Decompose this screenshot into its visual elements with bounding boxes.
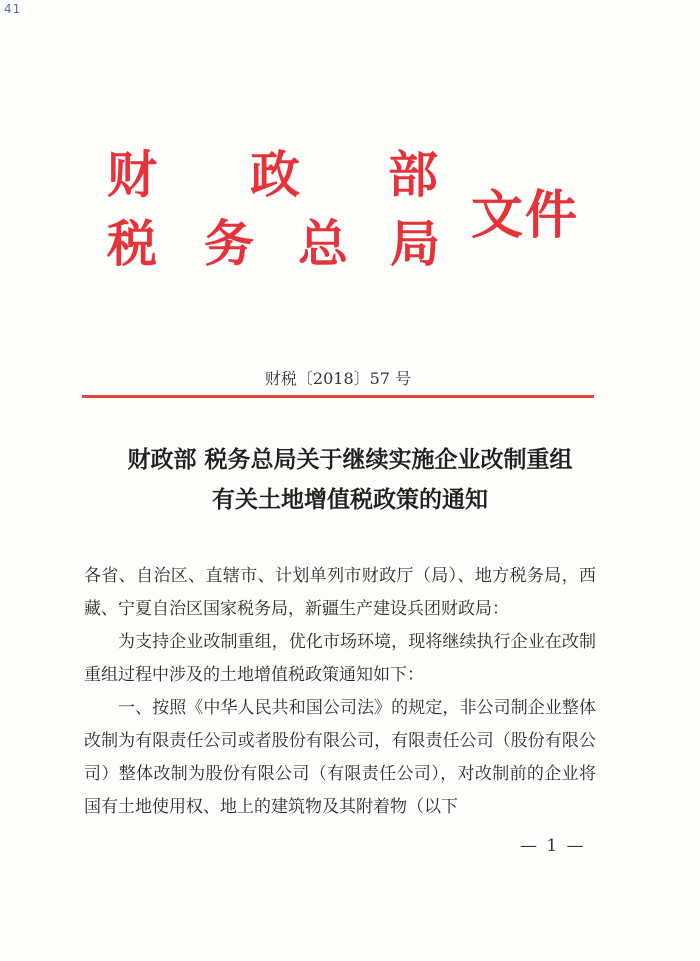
handwritten-mark: 41: [4, 2, 22, 16]
header-suffix: 文件: [471, 186, 580, 246]
document-title: [60, 440, 640, 520]
red-divider: [82, 395, 594, 398]
header-org-char: 税: [107, 215, 157, 273]
title-line-2: 有关土地增值税政策的通知: [212, 486, 488, 513]
document-header: [0, 0, 700, 300]
header-org-char: 财: [107, 146, 157, 204]
paragraph: 为支持企业改制重组，优化市场环境，现将继续执行企业在改制重组过程中涉及的土地增值税政策通知如下：: [84, 632, 596, 685]
header-org-char: 总: [298, 215, 348, 273]
document-number: 财税〔2018〕57 号: [264, 369, 412, 388]
page-number: — 1 —: [520, 836, 586, 856]
header-org-char: 部: [388, 146, 438, 204]
header-org-char: 局: [390, 215, 440, 273]
addressee: 各省、自治区、直辖市、计划单列市财政厅（局）、地方税务局，西藏、宁夏自治区国家税务局，新疆生产建设兵团财政局：: [84, 566, 596, 619]
document-body: [84, 560, 596, 824]
paragraph: 一、按照《中华人民共和国公司法》的规定，非公司制企业整体改制为有限责任公司或者股份有限公司，有限责任公司（股份有限公司）整体改制为股份有限公司（有限责任公司），对改制前的企业将国有土地使用权、地上的建筑物及其附着物（以下: [84, 698, 596, 817]
title-line-1: 财政部 税务总局关于继续实施企业改制重组: [127, 446, 573, 473]
header-org-char: 务: [204, 215, 254, 273]
header-org-char: 政: [250, 146, 300, 204]
